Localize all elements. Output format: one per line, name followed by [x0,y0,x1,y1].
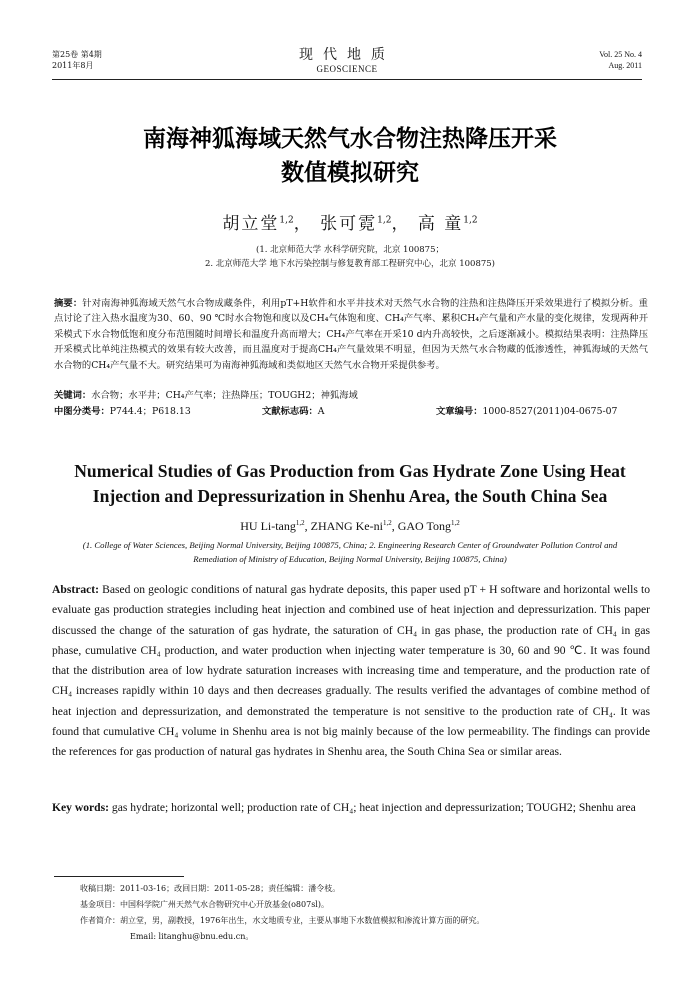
affiliation-zh-1: (1. 北京师范大学 水科学研究院，北京 100875； [256,245,444,255]
abstract-en-label: Abstract: [52,583,100,596]
header-volume-zh: 第25卷 第4期 [52,50,102,59]
footnote-email: Email: litanghu@bnu.edu.cn。 [130,932,254,941]
header-journal [52,47,642,75]
keywords-zh-text: 水合物；水平井；CH₄产气率；注热降压；TOUGH2；神狐海域 [91,390,358,401]
clc-number [54,404,191,419]
header-volume-en [599,49,642,71]
author-zh-2: 张可霓 [320,214,378,234]
clc-label: 中图分类号： [54,406,110,417]
title-en [0,459,700,509]
keywords-en [52,798,650,818]
authors-en [0,519,700,534]
author-separator: , [391,519,398,533]
author-zh-2-affil: 1,2 [377,215,392,226]
abstract-zh-label: 摘要： [54,298,83,309]
title-zh-line2: 数值模拟研究 [281,160,419,186]
author-zh-3-affil: 1,2 [463,215,478,226]
abstract-en-text: Based on geologic conditions of natural gas hydrate deposits, this paper used pT + H software and horizontal wells to evaluate gas production strategies including heat injection and combined use of heat injection and depressurization. This paper discussed the change of the saturation of gas hydrate, the saturation of CH₄ in gas phase, the production rate of CH₄ in gas phase, cumulative CH₄ production, and water production when injecting water temperature is 30, 60 and 90 ℃. It was found that the distribution area of low hydrate saturation increases with increasing time and temperature, and the production rate of CH₄ increases rapidly within 10 days and then decreases gradually. The results verified the advantages of combine method of heat injection and depressurization, and demonstrated the temperature is not sensitive to the production rate of CH₄. It was found that cumulative CH₄ volume in Shenhu area is not big mainly because of the low permeability. The findings can provide the references for gas production of natural gas hydrates in Shenhu area, the South China Sea or similar areas. [52,583,650,759]
journal-name-zh: 现代地质 [299,47,395,63]
clc-value: P744.4；P618.13 [109,406,191,417]
author-separator: ， [293,214,313,234]
affiliations-en: (1. College of Water Sciences, Beijing Normal University, Beijing 100875, China; 2. Engineering Research Center of Groundwater Pollution Control and Remediation of Ministry of Education, Beijing Normal University, Beijing 100875, China) [82,540,618,564]
title-zh [0,122,700,190]
header-date-zh: 2011年8月 [52,61,94,70]
author-separator: ， [391,214,411,234]
footnotes [80,881,640,945]
doc-code-value: A [317,406,325,417]
author-separator: , [304,519,311,533]
author-en-3: GAO Tong [397,519,451,533]
author-zh-1-affil: 1,2 [279,215,294,226]
document-code [262,404,325,419]
affiliations-zh [0,243,700,271]
abstract-zh-text: 针对南海神狐海域天然气水合物成藏条件，利用pT+H软件和水平井技术对天然气水合物的注热和注热降压开采效果进行了模拟分析。重点讨论了注入热水温度为30、60、90 ℃时水合物饱和度以及CH₄气体饱和度、CH₄产气率、累积CH₄产气量和产水量的变化规律，发现两种开采模式下水合物低饱和度分布范围随时间增长和温度升高而增大；CH₄产气率在开采10 d内升高较快，之后逐渐减小。模拟结果表明：注热降压开采模式比单纯注热模式的效果有较大改善，而且温度对于提高CH₄产气量效果不明显，但因为天然气水合物藏的低渗透性，神狐海域的天然气水合物的CH₄产气量不大。研究结果可为南海神狐海域和类似地区天然气水合物开采提供参考。 [54,298,648,371]
keywords-en-text: gas hydrate; horizontal well; production rate of CH₄; heat injection and depressurization; TOUGH2; Shenhu area [111,801,636,814]
author-zh-3: 高 童 [417,214,464,234]
author-en-3-affil: 1,2 [451,519,460,527]
header-date-en: Aug. 2011 [608,61,642,70]
article-number [436,404,617,419]
author-en-2-affil: 1,2 [382,519,392,527]
journal-name-en: GEOSCIENCE [316,64,378,74]
author-en-1-affil: 1,2 [295,519,305,527]
author-en-1: HU Li-tang [240,519,296,533]
keywords-en-label: Key words: [52,801,109,814]
title-zh-line1: 南海神狐海域天然气水合物注热降压开采 [143,126,557,152]
author-en-2: ZHANG Ke-ni [310,519,383,533]
article-number-label: 文章编号： [436,406,483,417]
abstract-zh [54,296,648,373]
doc-code-label: 文献标志码： [262,406,318,417]
keywords-zh [54,388,648,403]
author-zh-1: 胡立堂 [222,214,280,234]
affiliation-zh-2: 2. 北京师范大学 地下水污染控制与修复教育部工程研究中心，北京 100875) [205,259,495,269]
keywords-zh-label: 关键词： [54,390,92,401]
footnote-received: 收稿日期：2011-03-16；改回日期：2011-05-28；责任编辑：潘令枝。 [80,884,341,893]
footnote-author-bio: 作者简介：胡立堂，男，副教授，1976年出生，水文地质专业，主要从事地下水数值模拟和渗流计算方面的研究。 [80,916,485,925]
title-en-line1: Numerical Studies of Gas Production from Gas Hydrate Zone Using Heat [74,461,626,481]
title-en-line2: Injection and Depressurization in Shenhu Area, the South China Sea [92,486,608,506]
footnote-fund: 基金项目：中国科学院广州天然气水合物研究中心开放基金(o807sl)。 [80,900,329,909]
article-number-value: 1000-8527(2011)04-0675-07 [482,406,618,417]
footnote-divider [54,876,184,877]
header-volume-number: Vol. 25 No. 4 [599,50,642,59]
running-header [52,49,642,80]
abstract-en [52,580,650,763]
authors-zh [0,209,700,234]
